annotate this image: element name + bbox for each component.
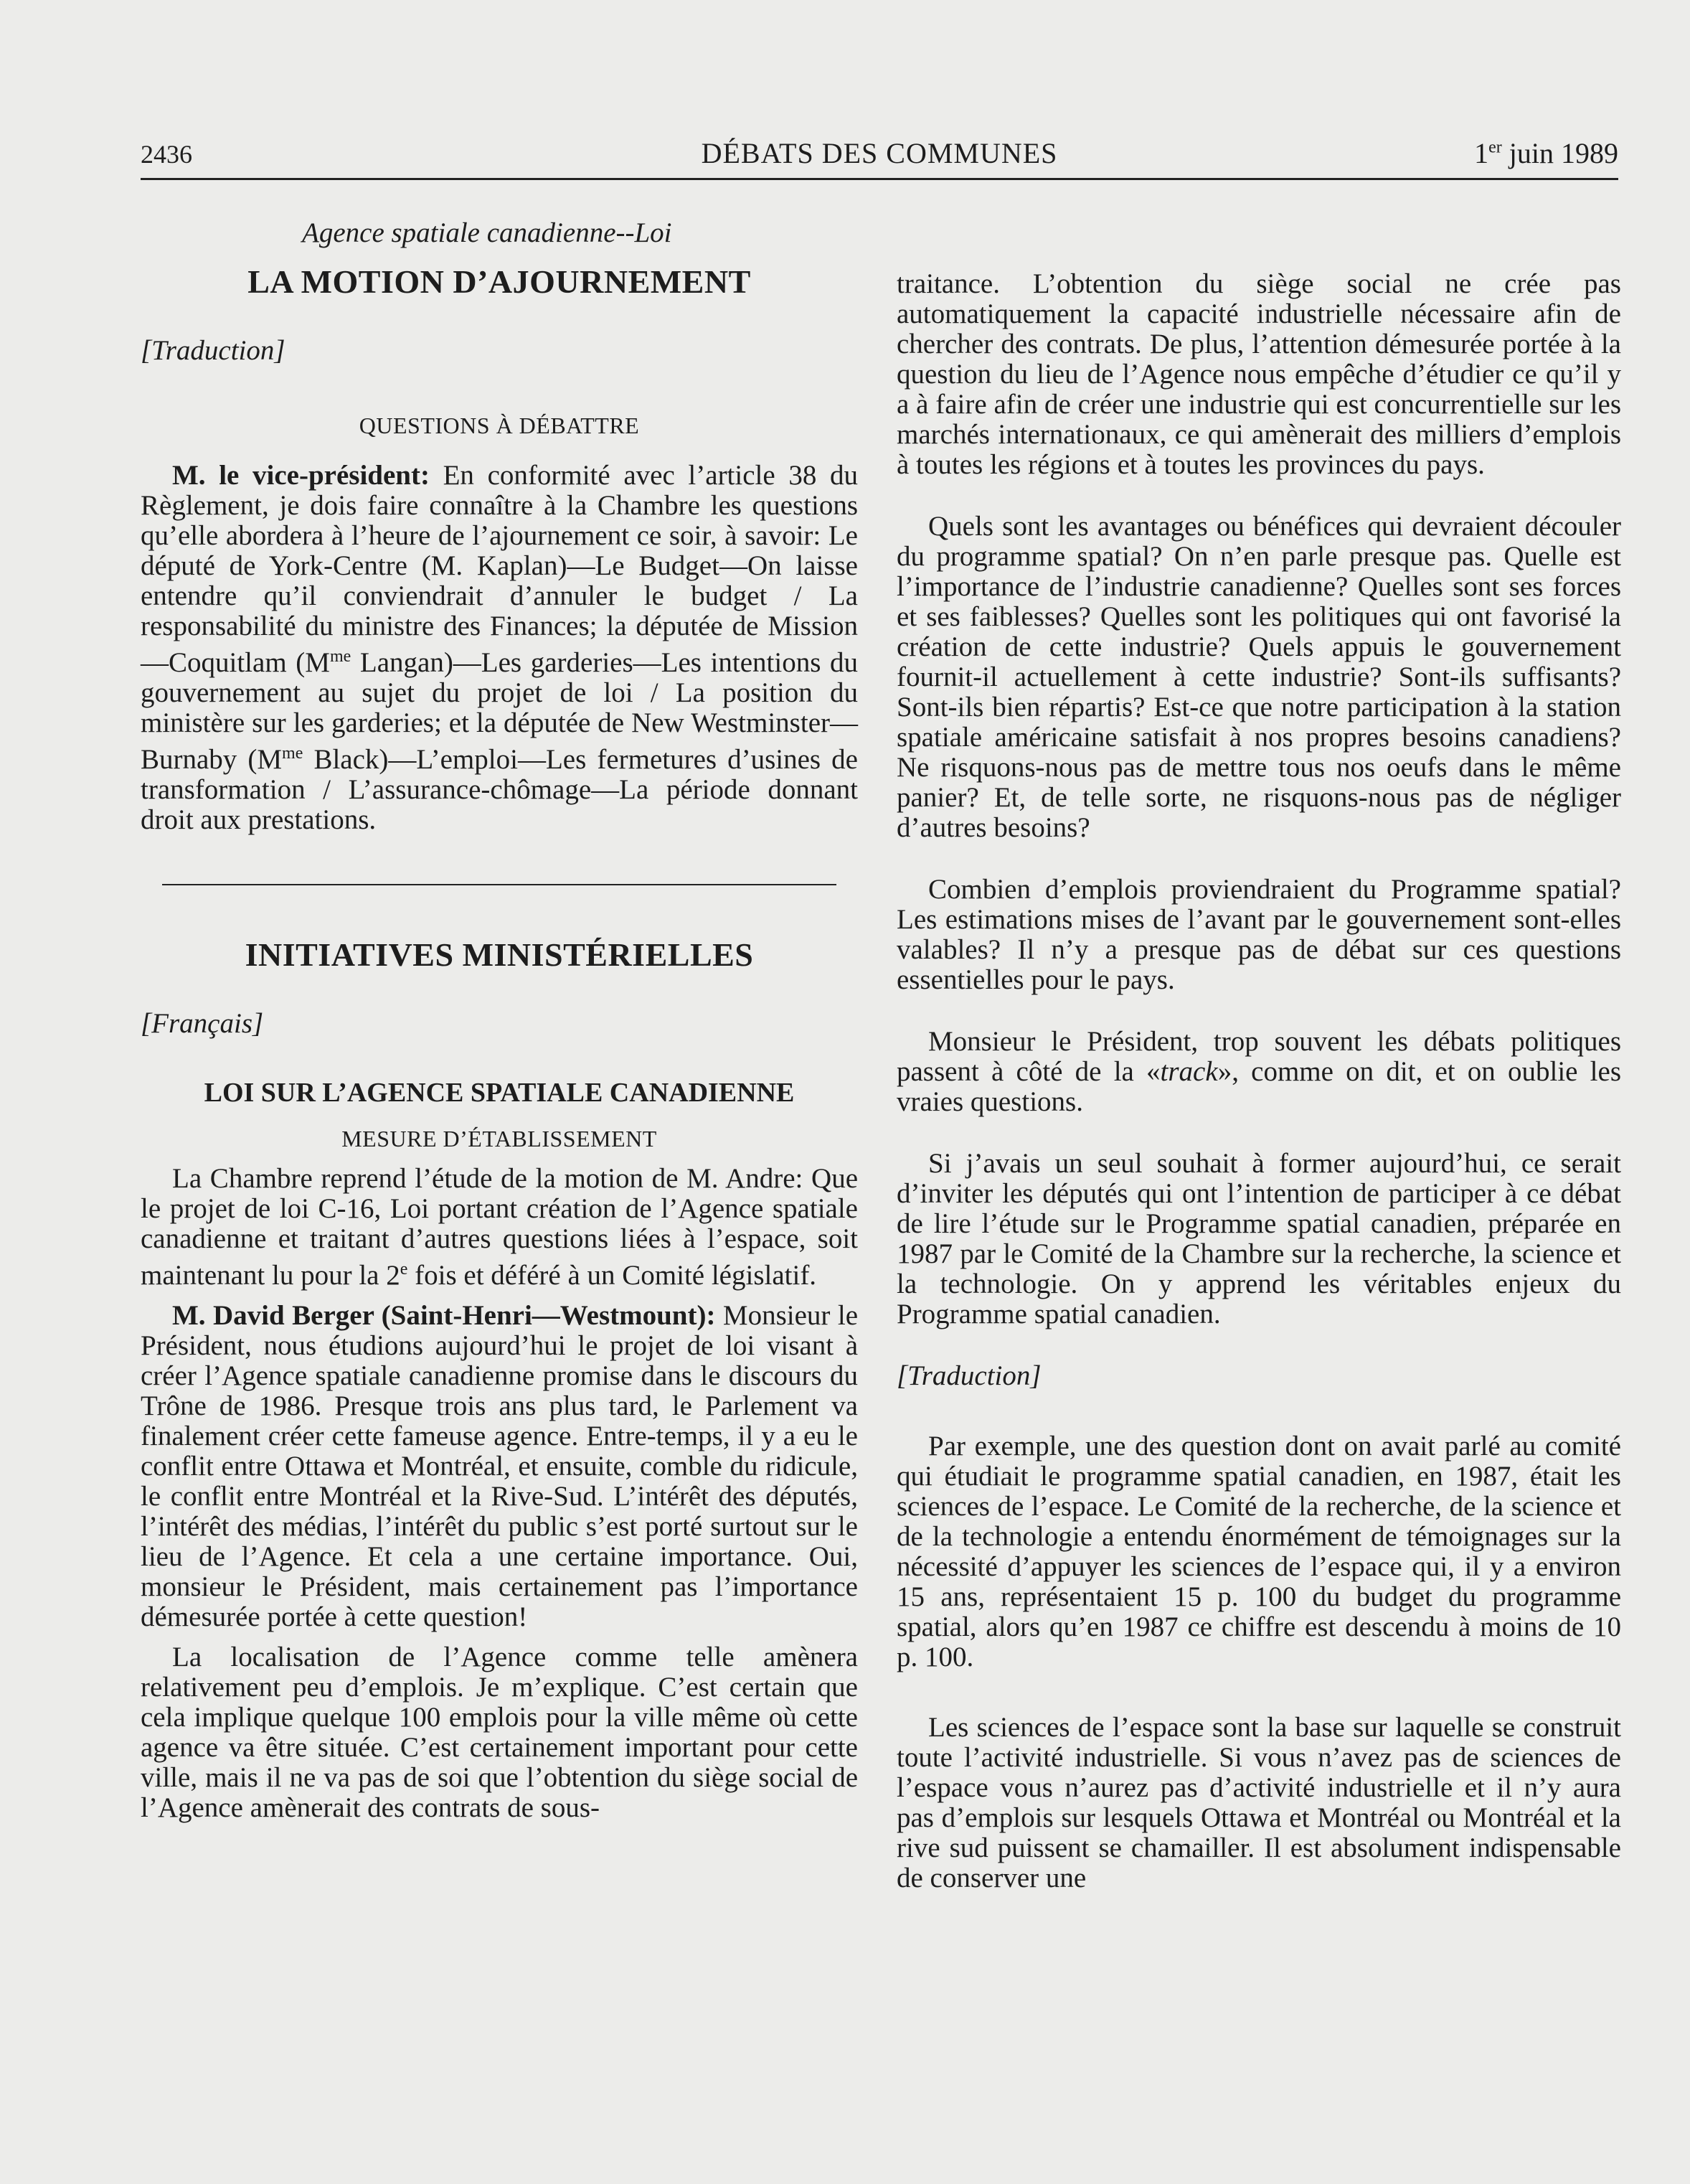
page-header [141, 133, 1618, 176]
paragraph-motion: La Chambre reprend l’étude de la motion de M. Andre: Que le projet de loi C-16, Loi portant création de l’Agence spatiale canadienne et traitant d’autres questions liées à l’espace, soit maintenant lu pour la 2e fois et déféré à un Comité législatif. [141, 1163, 858, 1291]
speaker-name: M. le vice-président: [172, 460, 430, 491]
page-date: 1er juin 1989 [1474, 137, 1618, 169]
translation-tag: [Traduction] [897, 1360, 1042, 1391]
heading-space-agency-act: LOI SUR L’AGENCE SPATIALE CANADIENNE [204, 1078, 795, 1108]
header-rule [141, 178, 1618, 180]
publication-title: DÉBATS DES COMMUNES [701, 137, 1058, 169]
paragraph-continuation: traitance. L’obtention du siège social ne crée pas automatiquement la capacité industrielle nécessaire afin de chercher des contrats. De plus, l’attention démesurée portée à la question du lieu de l’Agence nous empêche d’étudier ce qu’il y a à faire afin de créer une industrie qui est concurrentielle sur les marchés internationaux, ce qui amènerait des milliers d’emplois à toutes les régions et à toutes les provinces du pays. [897, 268, 1621, 480]
right-column [897, 269, 1621, 1893]
paragraph-location: La localisation de l’Agence comme telle amènera relativement peu d’emplois. Je m’explique. C’est certain que cela implique quelque 100 emplois pour la ville même où cette agence va être située. C’est certainement important pour cette ville, mais il ne va pas de soi que l’obtention du siège social de l’Agence amènerait des contrats de sous- [141, 1642, 858, 1823]
heading-government-orders: INITIATIVES MINISTÉRIELLES [245, 936, 754, 973]
subheading-questions: QUESTIONS À DÉBATTRE [359, 413, 640, 438]
translation-tag: [Traduction] [141, 335, 285, 366]
speaker-name: M. David Berger (Saint-Henri—Westmount): [172, 1300, 716, 1331]
paragraph-space-science: Par exemple, une des question dont on avait parlé au comité qui étudiait le programme spatial canadien, en 1987, était les sciences de l’espace. Le Comité de la recherche, de la science et de la technologie a entendu énormément de témoignages sur la nécessité d’appuyer les sciences de l’espace qui, il y a environ 15 ans, représentaient 15 p. 100 du budget du programme spatial, alors qu’en 1987 ce chiffre est descendu à moins de 10 p. 100. [897, 1431, 1621, 1672]
heading-adjournment-motion: LA MOTION D’AJOURNEMENT [247, 263, 751, 300]
paragraph-vice-president: M. le vice-président: En conformité avec l’article 38 du Règlement, je dois faire connaître à la Chambre les questions qu’elle abordera à l’heure de l’ajournement ce soir, à savoir: Le député de York-Centre (M. Kaplan)—Le Budget—On laisse entendre qu’il conviendrait d’annuler le budget / La responsabilité du ministre des Finances; la députée de Mission—Coquitlam ($M^{me}$ Langan)—Les garderies—Les intentions du gouvernement au sujet du projet de loi / La position du ministère sur les garderies; et la députée de New Westminster—Burnaby ($M^{me}$ Black)—L’emploi—Les fermetures d’usines de transformation / L’assurance-chômage—La période donnant droit aux prestations. [141, 460, 858, 835]
paragraph-industrial-base: Les sciences de l’espace sont la base sur laquelle se construit toute l’activité industrielle. Si vous n’avez pas de sciences de l’espace vous n’aurez pas d’activité industrielle et il n’y aura pas d’emplois sur lesquels Ottawa et Montréal ou Montréal et la rive sud puissent se chamailler. Il est absolument indispensable de conserver une [897, 1712, 1621, 1893]
running-topic: Agence spatiale canadienne--Loi [302, 217, 672, 248]
paragraph-jobs: Combien d’emplois proviendraient du Programme spatial? Les estimations mises de l’avant par le gouvernement sont-elles valables? Il n’y a presque pas de débat sur ces questions essentielles pour le pays. [897, 874, 1621, 995]
subheading-establishment: MESURE D’ÉTABLISSEMENT [341, 1126, 657, 1152]
section-divider [162, 884, 836, 885]
paragraph-benefits: Quels sont les avantages ou bénéfices qui devraient découler du programme spatial? On n’en parle presque pas. Quelle est l’importance de l’industrie canadienne? Quelles sont ses forces et ses faiblesses? Quelles sont les politiques qui ont favorisé la création de cette industrie? Quels appuis le gouvernement fournit-il actuellement à cette industrie? Sont-ils suffisants? Sont-ils bien répartis? Est-ce que notre participation à la station spatiale américaine satisfait à nos propres besoins canadiens? Ne risquons-nous pas de mettre tous nos oeufs dans le même panier? Et, de telle sorte, ne risquons-nous pas de négliger d’autres besoins? [897, 511, 1621, 843]
paragraph-berger: M. David Berger (Saint-Henri—Westmount): Monsieur le Président, nous étudions aujourd’hui le projet de loi visant à créer l’Agence spatiale canadienne promise dans le discours du Trône de 1986. Presque trois ans plus tard, le Parlement va finalement créer cette fameuse agence. Entre-temps, il y a eu le conflit entre Ottawa et Montréal, et ensuite, comble du ridicule, le conflit entre Montréal et la Rive-Sud. L’intérêt des députés, l’intérêt des médias, l’intérêt du public s’est porté surtout sur le lieu de l’Agence. Et cela a une certaine importance. Oui, monsieur le Président, mais certainement pas l’importance démesurée portée à cette question! [141, 1300, 859, 1632]
language-tag: [Français] [141, 1008, 264, 1039]
paragraph-wish: Si j’avais un seul souhait à former aujourd’hui, ce serait d’inviter les députés qui ont l’intention de participer à ce débat de lire l’étude sur le Programme spatial canadien, préparée en 1987 par le Comité de la Chambre sur la recherche, la science et la technologie. On y apprend les véritables enjeux du Programme spatial canadien. [897, 1148, 1621, 1329]
page-number: 2436 [141, 140, 192, 169]
paragraph-debates: Monsieur le Président, trop souvent les débats politiques passent à côté de la «track», comme on dit, et on oublie les vraies questions. [897, 1026, 1622, 1117]
left-column [141, 201, 858, 1823]
